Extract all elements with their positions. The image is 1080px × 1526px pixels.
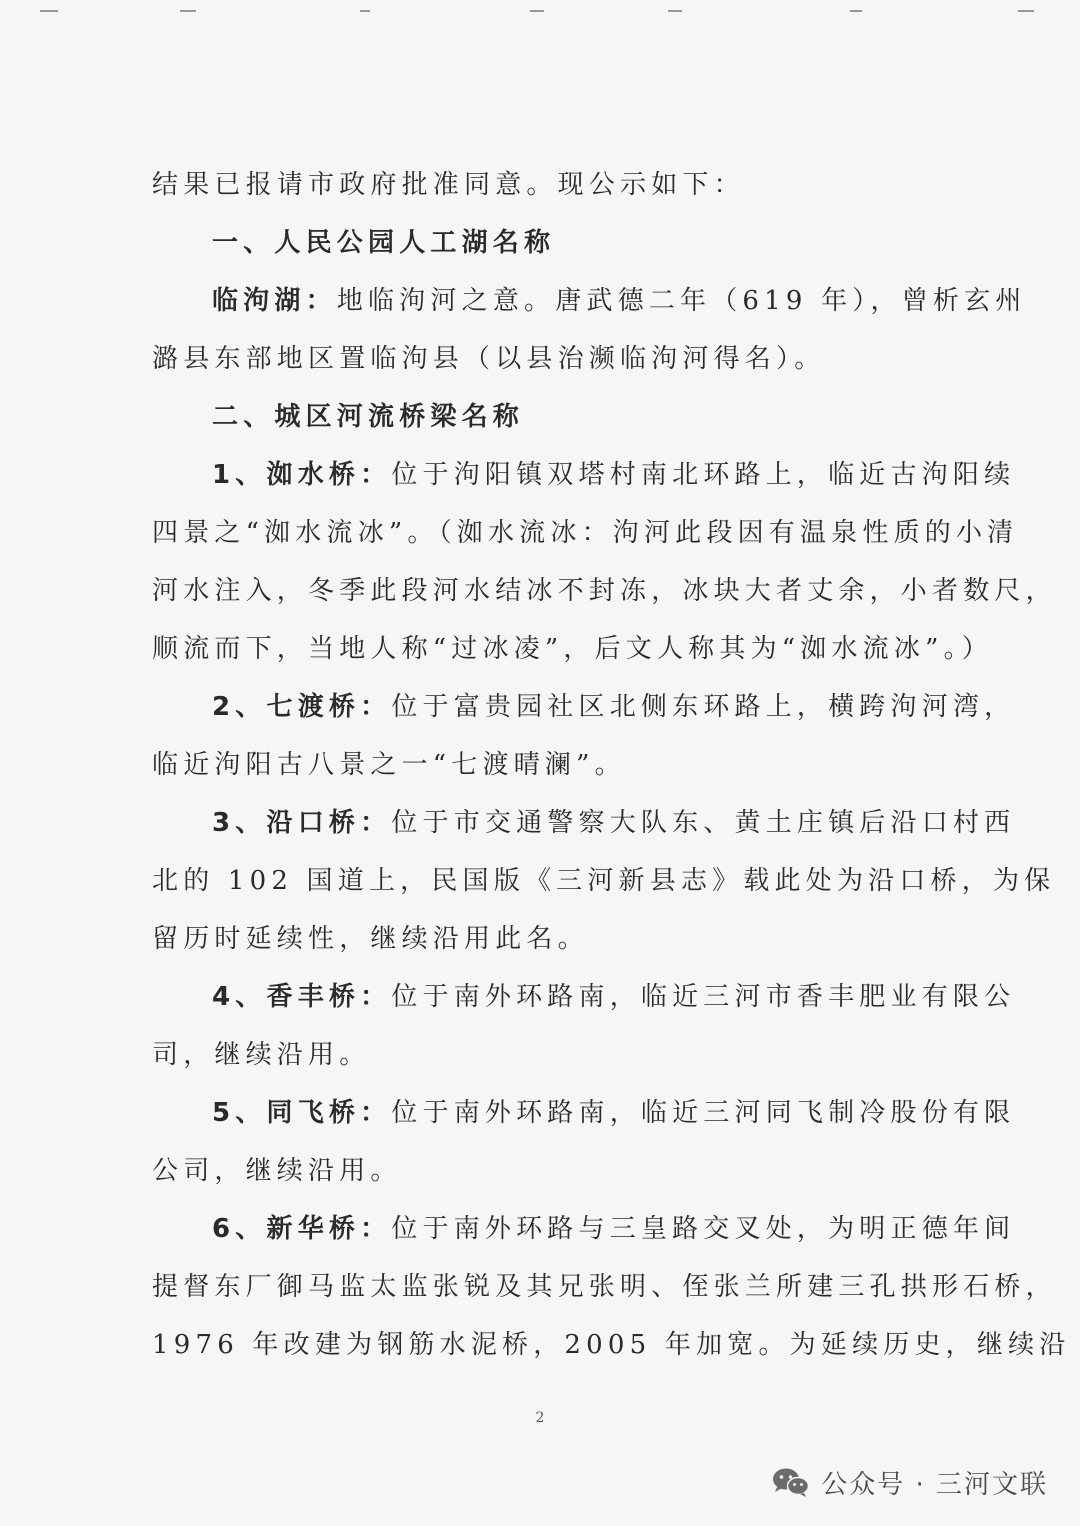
body-line: 1、洳水桥：位于泃阳镇双塔村南北环路上，临近古泃阳续 (212, 460, 1016, 490)
section-heading: 二、城区河流桥梁名称 (212, 402, 525, 432)
body-line: 临近泃阳古八景之一“七渡晴澜”。 (152, 750, 626, 780)
body-line: 6、新华桥：位于南外环路与三皇路交叉处，为明正德年间 (212, 1214, 1016, 1244)
item-title: 4、香丰桥： (212, 982, 392, 1012)
body-line: 司，继续沿用。 (152, 1040, 371, 1070)
item-title: 1、洳水桥： (212, 460, 392, 490)
body-line: 2、七渡桥：位于富贵园社区北侧东环路上，横跨泃河湾， (212, 692, 1016, 722)
body-line: 4、香丰桥：位于南外环路南，临近三河市香丰肥业有限公 (212, 982, 1016, 1012)
section-heading: 一、人民公园人工湖名称 (212, 228, 556, 258)
body-line: 1976 年改建为钢筋水泥桥，2005 年加宽。为延续历史，继续沿 (152, 1330, 1071, 1360)
body-line: 顺流而下，当地人称“过冰凌”，后文人称其为“洳水流冰”。） (152, 634, 993, 664)
body-line: 河水注入，冬季此段河水结冰不封冻，冰块大者丈余，小者数尺， (152, 576, 1057, 606)
wechat-watermark (771, 1460, 1048, 1504)
body-line: 公司，继续沿用。 (152, 1156, 402, 1186)
wechat-icon (771, 1466, 811, 1498)
scan-edge-marks (0, 6, 1080, 16)
body-line: 结果已报请市政府批准同意。现公示如下： (152, 170, 745, 200)
body-line: 四景之“洳水流冰”。（洳水流冰：泃河此段因有温泉性质的小清 (152, 518, 1019, 548)
body-line: 提督东厂御马监太监张锐及其兄张明、侄张兰所建三孔拱形石桥， (152, 1272, 1057, 1302)
watermark-text: 公众号 · 三河文联 (821, 1469, 1048, 1500)
body-line: 临泃湖：地临泃河之意。唐武德二年（619 年），曾析玄州 (212, 286, 1027, 316)
item-title: 3、沿口桥： (212, 808, 392, 838)
item-title: 2、七渡桥： (212, 692, 392, 722)
item-title: 6、新华桥： (212, 1214, 392, 1244)
item-title: 临泃湖： (212, 286, 337, 316)
item-title: 5、同飞桥： (212, 1098, 392, 1128)
page-number: 2 (535, 1410, 545, 1426)
body-line: 留历时延续性，继续沿用此名。 (152, 924, 589, 954)
body-line: 北的 102 国道上，民国版《三河新县志》载此处为沿口桥，为保 (152, 866, 1056, 896)
body-line: 5、同飞桥：位于南外环路南，临近三河同飞制冷股份有限 (212, 1098, 1016, 1128)
body-line: 3、沿口桥：位于市交通警察大队东、黄土庄镇后沿口村西 (212, 808, 1016, 838)
body-line: 潞县东部地区置临泃县（以县治濒临泃河得名）。 (152, 344, 826, 374)
